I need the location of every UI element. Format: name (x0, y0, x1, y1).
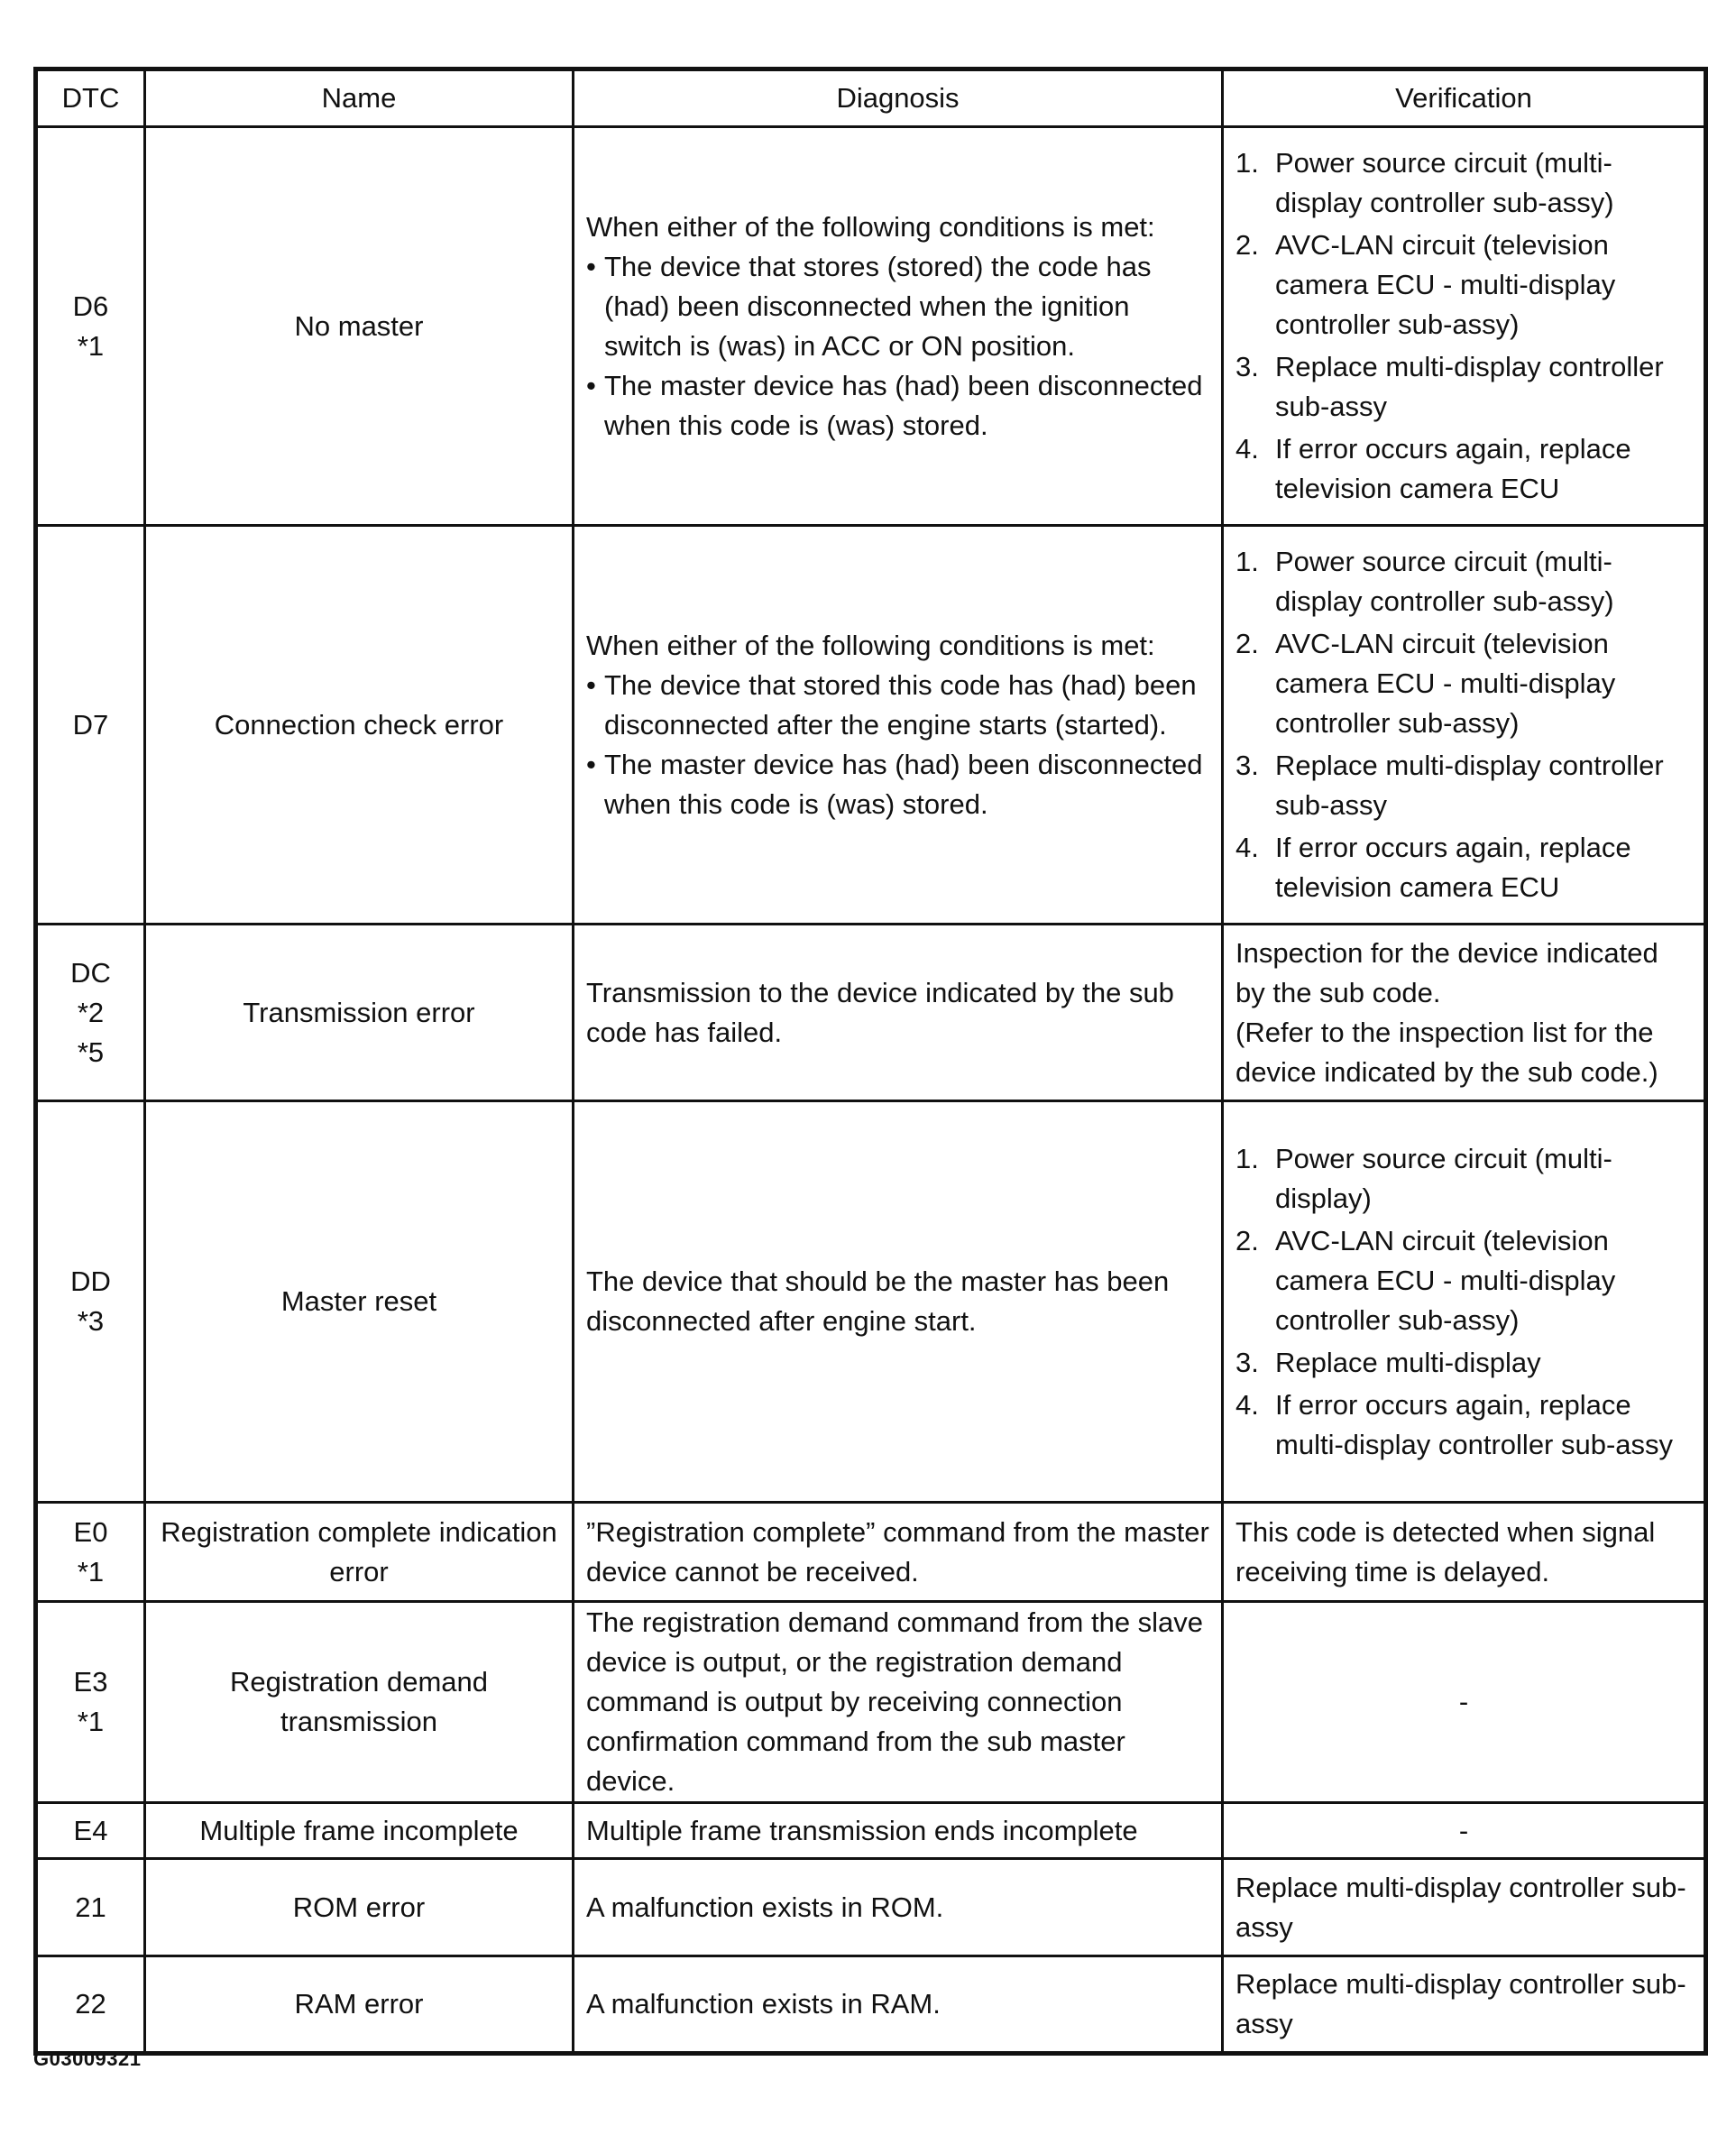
header-row (36, 69, 1706, 127)
dtc-cell (36, 1503, 145, 1602)
list-item: 1. Power source circuit (multi-display controller sub-assy) (1235, 147, 1614, 218)
dtc-code: E3 (73, 1666, 108, 1698)
verification-cell: Replace multi-display controller sub-assy (1223, 1859, 1706, 1956)
diagnosis-cell: Multiple frame transmission ends incomplete (574, 1803, 1223, 1859)
dtc-note: *5 (77, 1035, 105, 1068)
list-item: 3. Replace multi-display controller sub-assy (1235, 750, 1664, 821)
dtc-note: *2 (77, 996, 105, 1028)
table-row (36, 1101, 1706, 1503)
verification-paragraph: Inspection for the device indicated by the sub code. (1235, 936, 1658, 1008)
header-verification: Verification (1223, 69, 1706, 127)
header-name: Name (145, 69, 574, 127)
name-cell: Multiple frame incomplete (145, 1803, 574, 1859)
dtc-table (33, 67, 1708, 2056)
dtc-cell (36, 925, 145, 1101)
dtc-cell (36, 1956, 145, 2054)
list-item: 4. If error occurs again, replace multi-display controller sub-assy (1235, 1388, 1674, 1460)
dtc-code: E0 (73, 1515, 108, 1548)
dtc-note: *1 (77, 1706, 105, 1737)
list-item: 2. AVC-LAN circuit (television camera ECU - multi-display controller sub-assy) (1235, 1224, 1616, 1336)
verification-cell (1223, 925, 1706, 1101)
verification-cell: Replace multi-display controller sub-assy (1223, 1956, 1706, 2054)
table-row (36, 526, 1706, 925)
dtc-cell (36, 127, 145, 526)
name-cell: Master reset (145, 1101, 574, 1503)
list-item: • The master device has (had) been disconnected when this code is (was) stored. (586, 366, 1209, 446)
diagnosis-intro: When either of the following conditions is met: (586, 629, 1155, 661)
name-cell: Registration demand transmission (145, 1602, 574, 1803)
name-cell: ROM error (145, 1859, 574, 1956)
dtc-code: 22 (75, 1988, 106, 2020)
diagnosis-intro: When either of the following conditions is met: (586, 210, 1155, 243)
dtc-cell (36, 1803, 145, 1859)
diagnosis-cell: ”Registration complete” command from the master device cannot be received. (574, 1503, 1223, 1602)
table-row (36, 1859, 1706, 1956)
table-row (36, 127, 1706, 526)
dtc-cell (36, 1101, 145, 1503)
header-dtc: DTC (36, 69, 145, 127)
diagnosis-cell: Transmission to the device indicated by the sub code has failed. (574, 925, 1223, 1101)
verification-cell: - (1223, 1803, 1706, 1859)
diagnosis-bullets (586, 666, 1209, 824)
name-cell: Transmission error (145, 925, 574, 1101)
dtc-code: D7 (72, 708, 109, 741)
dtc-note: *1 (77, 1555, 105, 1587)
diagnosis-cell: The device that should be the master has been disconnected after engine start. (574, 1101, 1223, 1503)
dtc-note: *1 (77, 329, 105, 362)
list-item: 3. Replace multi-display (1235, 1346, 1541, 1378)
diagnosis-bullets (586, 247, 1209, 446)
dtc-cell (36, 1602, 145, 1803)
verification-paragraph: (Refer to the inspection list for the device indicated by the sub code.) (1235, 1016, 1658, 1088)
verification-cell (1223, 1101, 1706, 1503)
dtc-code: E4 (73, 1814, 108, 1846)
diagnosis-cell: The registration demand command from the slave device is output, or the registration demand command is output by receiving connection confirmation command from the sub master device. (574, 1602, 1223, 1803)
table-row (36, 1803, 1706, 1859)
verification-cell (1223, 526, 1706, 925)
dtc-code: DD (70, 1265, 111, 1297)
list-item: • The master device has (had) been disconnected when this code is (was) stored. (586, 745, 1209, 824)
table-row (36, 1602, 1706, 1803)
header-diagnosis: Diagnosis (574, 69, 1223, 127)
list-item: 4. If error occurs again, replace television camera ECU (1235, 433, 1631, 504)
name-cell: Connection check error (145, 526, 574, 925)
name-cell: No master (145, 127, 574, 526)
list-item: • The device that stored this code has (had) been disconnected after the engine starts (started). (586, 666, 1209, 745)
diagnosis-cell: A malfunction exists in RAM. (574, 1956, 1223, 2054)
verification-cell (1223, 127, 1706, 526)
table-row (36, 1956, 1706, 2054)
verification-steps (1235, 143, 1692, 509)
list-item: 2. AVC-LAN circuit (television camera ECU - multi-display controller sub-assy) (1235, 628, 1616, 739)
dtc-code: DC (70, 956, 111, 989)
diagnosis-cell (574, 127, 1223, 526)
verification-steps (1235, 542, 1692, 907)
diagnosis-cell (574, 526, 1223, 925)
dtc-cell (36, 1859, 145, 1956)
list-item: • The device that stores (stored) the code has (had) been disconnected when the ignition switch is (was) in ACC or ON position. (586, 247, 1209, 366)
verification-cell: - (1223, 1602, 1706, 1803)
dtc-note: *3 (77, 1305, 105, 1337)
table-row (36, 925, 1706, 1101)
list-item: 1. Power source circuit (multi-display controller sub-assy) (1235, 546, 1614, 617)
verification-steps (1235, 1139, 1692, 1465)
dtc-code: 21 (75, 1891, 106, 1923)
verification-cell: This code is detected when signal receiving time is delayed. (1223, 1503, 1706, 1602)
list-item: 1. Power source circuit (multi-display) (1235, 1142, 1612, 1214)
table-row (36, 1503, 1706, 1602)
diagnosis-cell: A malfunction exists in ROM. (574, 1859, 1223, 1956)
dtc-cell (36, 526, 145, 925)
figure-id: G03009321 (33, 2048, 142, 2070)
list-item: 3. Replace multi-display controller sub-assy (1235, 351, 1664, 422)
name-cell: RAM error (145, 1956, 574, 2054)
name-cell: Registration complete indication error (145, 1503, 574, 1602)
dtc-code: D6 (72, 290, 109, 322)
list-item: 4. If error occurs again, replace television camera ECU (1235, 832, 1631, 903)
list-item: 2. AVC-LAN circuit (television camera ECU - multi-display controller sub-assy) (1235, 229, 1616, 340)
